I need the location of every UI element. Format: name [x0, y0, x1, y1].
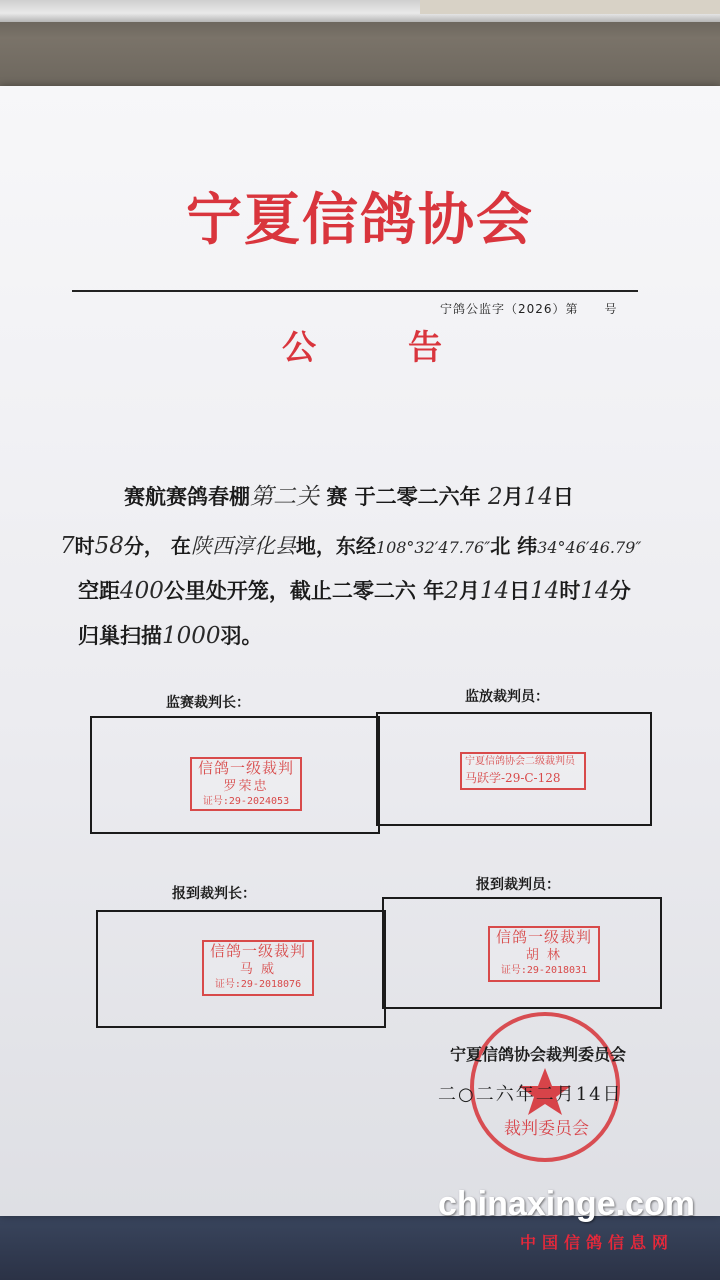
issuing-organization: 宁夏信鸽协会裁判委员会 [450, 1045, 627, 1064]
stamp-name: 马跃学-29-C-128 [465, 771, 561, 785]
judge-stamp-4 [488, 926, 600, 982]
handwritten-month: 2 [487, 484, 503, 510]
text: 日 [509, 579, 531, 603]
body-line-3 [0, 575, 720, 605]
text: 赛 于二零二六年 [326, 485, 481, 509]
stamp-title: 宁夏信鸽协会二级裁判员 [465, 756, 575, 767]
body-line-1 [0, 478, 720, 511]
notice-heading [282, 320, 442, 369]
notice-char-1: 公 [282, 328, 316, 368]
stamp-name: 胡 林 [525, 948, 563, 963]
text: 北 纬 [490, 534, 538, 558]
text: 羽。 [220, 624, 263, 648]
handwritten-minute: 14 [580, 578, 610, 604]
watermark-site: chinaxinge.com [438, 1185, 695, 1223]
judge-stamp-2 [460, 752, 586, 790]
issue-date: 二○二六年二月14日 [438, 1084, 623, 1105]
handwritten-stage: 第二关 [250, 484, 319, 510]
report-chief-label: 报到裁判长： [172, 886, 256, 902]
stamp-cert: 证号:29-2018076 [214, 979, 302, 990]
document-title: 宁夏信鸽协会 [186, 187, 534, 253]
stamp-title: 信鸽一级裁判 [197, 759, 294, 777]
stamp-name: 马 威 [239, 962, 277, 977]
handwritten-day: 14 [479, 578, 510, 604]
text: 分 [609, 579, 631, 603]
stamp-cert: 证号:29-2024053 [202, 796, 290, 807]
text: 归巢扫描 [78, 624, 162, 648]
text: 公里处开笼，截止二零二六 年 [163, 579, 445, 603]
header-rule [72, 290, 638, 292]
text: 月 [458, 579, 480, 603]
handwritten-count: 1000 [162, 623, 221, 649]
handwritten-month: 2 [444, 578, 459, 604]
text: 分， 在 [123, 534, 191, 558]
text: 空距 [78, 579, 120, 603]
handwritten-distance: 400 [120, 578, 164, 604]
handwritten-minute: 58 [94, 533, 124, 559]
handwritten-latitude: 34°46′46.79″ [537, 538, 642, 557]
text: 地，东经 [295, 534, 376, 558]
seal-text: 裁判委员会 [504, 1119, 589, 1139]
handwritten-day: 14 [523, 484, 553, 510]
handwritten-hour: 7 [60, 533, 75, 559]
body-line-2 [0, 530, 720, 560]
text: 时 [74, 534, 95, 558]
text: 月 [502, 485, 524, 509]
judge-stamp-1 [190, 757, 302, 811]
body-line-4 [0, 620, 720, 650]
report-judge-label: 报到裁判员： [476, 877, 560, 893]
release-judge-label: 监放裁判员： [465, 689, 549, 705]
stamp-title: 信鸽一级裁判 [495, 928, 592, 946]
handwritten-longitude: 108°32′47.76″ [375, 538, 491, 557]
handwritten-hour: 14 [530, 578, 560, 604]
text: 日 [552, 485, 574, 509]
text: 时 [559, 579, 581, 603]
stamp-title: 信鸽一级裁判 [209, 942, 306, 960]
notice-char-2: 告 [408, 328, 442, 368]
handwritten-location: 陕西淳化县 [190, 534, 296, 558]
stamp-cert: 证号:29-2018031 [500, 965, 588, 976]
stamp-name: 罗荣忠 [223, 779, 269, 794]
watermark-cn: 中国信鸽信息网 [520, 1233, 675, 1252]
chief-supervisor-label: 监赛裁判长： [166, 695, 250, 711]
document-number: 宁鸽公监字（2026）第 号 [440, 302, 618, 316]
text: 赛航赛鸽春棚 [124, 485, 250, 509]
judge-stamp-3 [202, 940, 314, 996]
paper-stack-edge-2 [420, 0, 720, 14]
